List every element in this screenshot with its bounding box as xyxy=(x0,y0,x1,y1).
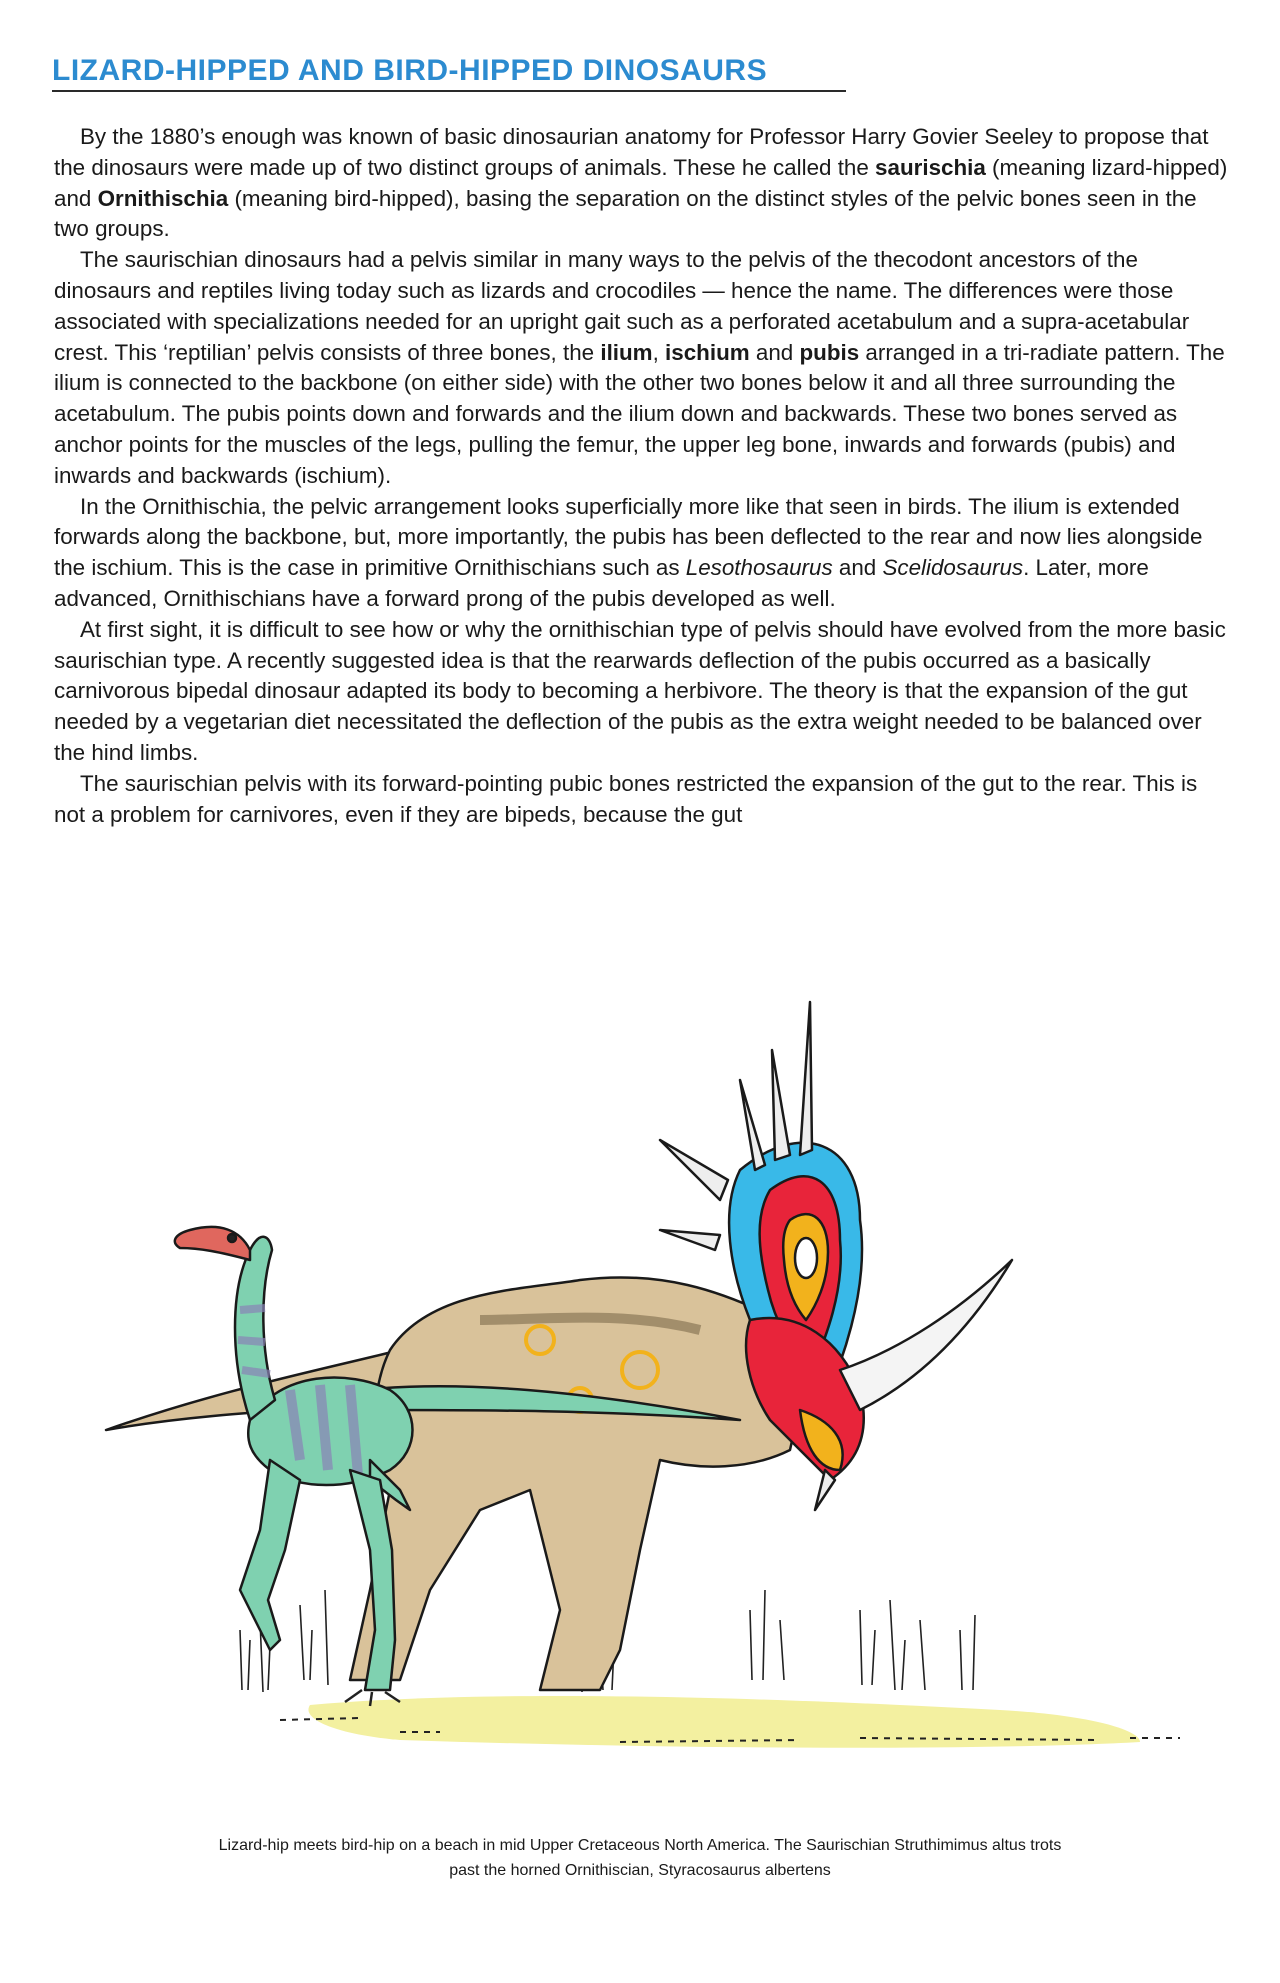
term-lesothosaurus: Lesothosaurus xyxy=(685,555,833,581)
paragraph-3: In the Ornithischia, the pelvic arrangement looks superficially more like that seen in birds. The ilium is extended forwards along the backbone, but, more importantly, the pubis has been deflected to the rear and now lies alongside the ischium. This is the case in primitive Ornithischians such as Lesothosaurus and Scelidosaurus. Later, more advanced, Ornithischians have a forward prong of the pubis developed as well. xyxy=(54,493,1203,611)
beach-ground xyxy=(280,1696,1180,1748)
paragraph-5: The saurischian pelvis with its forward-pointing pubic bones restricted the expansion of the gut to the rear. This is not a problem for carnivores, even if they are bipeds, because the gut xyxy=(54,770,1198,827)
term-ilium: ilium xyxy=(600,339,653,365)
caption-line-2: past the horned Ornithiscian, Styracosaurus albertens xyxy=(449,1862,831,1879)
paragraph-2: The saurischian dinosaurs had a pelvis similar in many ways to the pelvis of the thecodont ancestors of the dinosaurs and reptiles living today such as lizards and crocodiles — hence the name. The differences were those associated with specializations needed for an upright gait such as a perforated acetabulum and a supra-acetabular crest. This ‘reptilian’ pelvis consists of three bones, the ilium, ischium and pubis arranged in a tri-radiate pattern. The ilium is connected to the backbone (on either side) with the other two bones below it and all three surrounding the acetabulum. The pubis points down and forwards and the ilium down and backwards. These two bones served as anchor points for the muscles of the legs, pulling the femur, the upper leg bone, inwards and forwards (pubis) and inwards and backwards (ischium). xyxy=(54,247,1225,488)
article-body xyxy=(54,122,1230,830)
term-saurischia: saurischia xyxy=(875,154,986,180)
term-ornithischia: Ornithischia xyxy=(97,185,229,211)
paragraph-1: By the 1880’s enough was known of basic dinosaurian anatomy for Professor Harry Govier Seeley to propose that the dinosaurs were made up of two distinct groups of animals. These he called the saurischia (meaning lizard-hipped) and Ornithischia (meaning bird-hipped), basing the separation on the distinct styles of the pelvic bones seen in the two groups. xyxy=(54,124,1228,242)
figure-caption xyxy=(40,1833,1240,1883)
dinosaur-illustration xyxy=(100,990,1220,1770)
term-ischium: ischium xyxy=(665,339,750,365)
page-title: LIZARD-HIPPED AND BIRD-HIPPED DINOSAURS xyxy=(52,54,846,92)
term-pubis: pubis xyxy=(799,339,860,365)
term-scelidosaurus: Scelidosaurus xyxy=(882,555,1024,581)
paragraph-4: At first sight, it is difficult to see how or why the ornithischian type of pelvis should have evolved from the more basic saurischian type. A recently suggested idea is that the rearwards deflection of the pubis occurred as a basically carnivorous bipedal dinosaur adapted its body to becoming a herbivore. The theory is that the expansion of the gut needed by a vegetarian diet necessitated the deflection of the pubis as the extra weight needed to be balanced over the hind limbs. xyxy=(54,616,1226,765)
caption-line-1: Lizard-hip meets bird-hip on a beach in mid Upper Cretaceous North America. The Saurischian Struthimimus altus trots xyxy=(218,1837,1062,1854)
